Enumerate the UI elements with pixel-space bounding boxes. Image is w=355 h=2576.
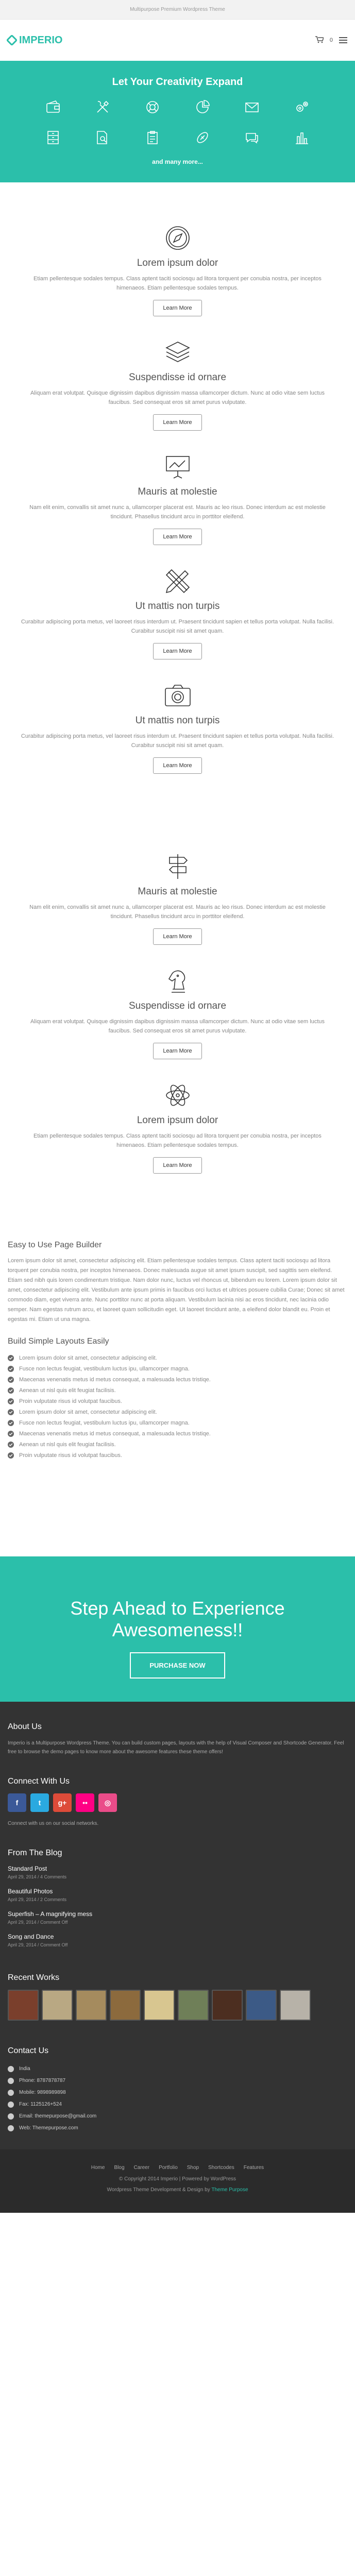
contact-text: Email: themepurpose@gmail.com — [19, 2113, 97, 2119]
hero-icon-cell — [28, 99, 78, 116]
site-header — [0, 20, 355, 61]
feature-text: Etiam pellentesque sodales tempus. Class aptent taciti sociosqu ad litora torquent per conubia nostra, per inceptos himenaeos. Etiam pellentesque sodales tempus. — [33, 1133, 322, 1148]
feature-title: Ut mattis non turpis — [135, 601, 220, 612]
learn-more-button[interactable]: Learn More — [153, 529, 201, 545]
about-section — [0, 1241, 355, 1461]
contact-item — [8, 2098, 347, 2110]
recent-works-gallery — [8, 1990, 347, 2021]
hero-icon-cell — [227, 130, 277, 147]
feature-title: Lorem ipsum dolor — [137, 258, 218, 268]
learn-more-button[interactable]: Learn More — [153, 1157, 201, 1174]
feature-block — [0, 337, 355, 431]
hero-icon-cell — [177, 130, 227, 147]
contact-text: Web: Themepurpose.com — [19, 2125, 78, 2131]
checklist-item — [8, 1374, 347, 1385]
footer-nav-link[interactable]: Shortcodes — [208, 2165, 234, 2171]
feature-text: Etiam pellentesque sodales tempus. Class aptent taciti sociosqu ad litora torquent per conubia nostra, per inceptos himenaeos. Etiam pellentesque sodales tempus. — [33, 276, 322, 291]
blog-post-list — [8, 1865, 347, 1947]
blog-post-meta: April 29, 2014 / 2 Comments — [8, 1897, 67, 1902]
about-us-text: Imperio is a Multipurpose Wordpress Theme. You can build custom pages, layouts with the help of Visual Composer and Shortcode Generator. Feel free to browse the demo pages to know more about the awesome features these theme offers! — [8, 1740, 344, 1755]
features-section — [0, 223, 355, 1174]
credit-text — [8, 2185, 347, 2194]
blog-post — [8, 1865, 347, 1879]
checklist-text: Proin vulputate risus id volutpat faucibus. — [19, 1398, 122, 1404]
layouts-title: Build Simple Layouts Easily — [8, 1337, 109, 1346]
contact-icon — [8, 2078, 14, 2084]
blog-post-title[interactable]: Standard Post — [8, 1865, 47, 1872]
checkmark-icon — [8, 1409, 14, 1415]
checklist-item — [8, 1450, 347, 1461]
feature-block — [0, 1080, 355, 1174]
compass-icon — [162, 223, 193, 253]
header-actions — [315, 36, 347, 45]
checklist-text: Lorem ipsum dolor sit amet, consectetur adipiscing elit. — [19, 1409, 157, 1415]
signpost-icon — [162, 851, 193, 882]
google-plus-icon[interactable]: g+ — [53, 1793, 72, 1812]
feature-title: Suspendisse id ornare — [128, 1001, 227, 1011]
contact-text: Fax: 1125126+524 — [19, 2102, 62, 2107]
checklist-text: Proin vulputate risus id volutpat faucibus. — [19, 1452, 122, 1459]
contact-item — [8, 2122, 347, 2134]
hero-icon-cell — [277, 130, 327, 147]
connect-title: Connect With Us — [8, 1777, 70, 1786]
learn-more-button[interactable]: Learn More — [153, 643, 201, 659]
flickr-icon[interactable]: •• — [76, 1793, 94, 1812]
blog-post-meta: April 29, 2014 / Comment Off — [8, 1942, 68, 1947]
feature-text: Curabitur adipiscing porta metus, vel laoreet risus interdum ut. Praesent tincidunt sapien et tellus porta volutpat. Nulla facilisi. Curabitur suscipit nisi sit amet quam. — [21, 619, 334, 634]
footer-nav — [8, 2165, 347, 2171]
blog-post-title[interactable]: Superfish – A magnifying mess — [8, 1910, 93, 1918]
logo-mark-icon — [6, 35, 18, 46]
feature-title: Mauris at molestie — [138, 886, 217, 897]
feature-block — [0, 566, 355, 659]
topbar-text: Multipurpose Premium Wordpress Theme — [130, 7, 225, 12]
contact-icon — [8, 2066, 14, 2072]
contact-item — [8, 2063, 347, 2075]
hero-icon-grid — [28, 99, 327, 147]
checklist-text: Aenean ut nisl quis elit feugiat facilisis. — [19, 1441, 116, 1448]
hero-icon-cell — [128, 130, 178, 147]
feature-text: Aliquam erat volutpat. Quisque dignissim dapibus dignissim massa ullamcorper dictum. Nunc at odio vitae sem luctus faucibus. Sed consequat eros sit amet purus vulputate. — [30, 1019, 325, 1034]
checklist-item — [8, 1417, 347, 1428]
cta-title: Step Ahead to Experience Awesomeness!! — [70, 1598, 285, 1640]
hero-icon-cell — [78, 130, 128, 147]
footer-nav-link[interactable]: Portfolio — [159, 2165, 178, 2171]
feature-title: Lorem ipsum dolor — [137, 1115, 218, 1126]
contact-text: Phone: 8787878787 — [19, 2078, 66, 2083]
hero-icon-cell — [177, 99, 227, 116]
chess-knight-icon — [162, 965, 193, 996]
contact-title: Contact Us — [8, 2046, 49, 2055]
feature-text: Nam elit enim, convallis sit amet nunc a, ullamcorper placerat est. Mauris ac leo risus. Donec interdum ac est molestie tincidunt. Phasellus tincidunt arcu in porttitor eleifend. — [29, 904, 326, 920]
recent-work-thumbnail[interactable] — [246, 1990, 277, 2021]
contact-text: India — [19, 2066, 30, 2072]
credit-link[interactable]: Theme Purpose — [211, 2187, 248, 2193]
contact-icon — [8, 2125, 14, 2131]
hero-section — [0, 61, 355, 182]
learn-more-button[interactable]: Learn More — [153, 414, 201, 431]
contact-text: Mobile: 9898989898 — [19, 2090, 66, 2095]
layers-icon — [162, 337, 193, 368]
checkmark-icon — [8, 1420, 14, 1426]
credit-prefix: Wordpress Theme Development & Design by — [107, 2187, 210, 2193]
envelope-icon — [244, 99, 260, 115]
tools-icon — [95, 99, 110, 115]
contact-item — [8, 2075, 347, 2087]
footer-nav-link[interactable]: Home — [91, 2165, 105, 2171]
checklist-text: Maecenas venenatis metus id metus consequat, a malesuada lectus tristiqe. — [19, 1430, 211, 1437]
checklist-item — [8, 1396, 347, 1406]
hero-icon-cell — [28, 130, 78, 147]
recent-work-thumbnail[interactable] — [178, 1990, 209, 2021]
checklist-item — [8, 1439, 347, 1450]
contact-icon — [8, 2102, 14, 2108]
footer-nav-link[interactable]: Career — [133, 2165, 150, 2171]
cabinet-icon — [45, 130, 61, 145]
checklist-item — [8, 1406, 347, 1417]
checkmark-icon — [8, 1452, 14, 1459]
hero-icon-cell — [78, 99, 128, 116]
feature-block — [0, 680, 355, 774]
feature-block — [0, 223, 355, 316]
feature-block — [0, 451, 355, 545]
page-builder-title: Easy to Use Page Builder — [8, 1241, 102, 1249]
presentation-icon — [162, 451, 193, 482]
checkmark-icon — [8, 1398, 14, 1404]
feature-title: Mauris at molestie — [138, 486, 217, 497]
topbar — [0, 0, 355, 20]
learn-more-button[interactable]: Learn More — [153, 300, 201, 316]
checklist-text: Aenean ut nisl quis elit feugiat facilisis. — [19, 1387, 116, 1394]
recent-work-thumbnail[interactable] — [76, 1990, 107, 2021]
copyright-text: © Copyright 2014 Imperio | Powered by WordPress — [119, 2176, 236, 2182]
checklist-text: Lorem ipsum dolor sit amet, consectetur adipiscing elit. — [19, 1354, 157, 1361]
checklist-item — [8, 1352, 347, 1363]
recent-work-thumbnail[interactable] — [8, 1990, 39, 2021]
chat-icon — [244, 130, 260, 145]
logo-text: IMPERIO — [19, 34, 63, 46]
bar-chart-icon — [294, 130, 310, 145]
footer-nav-link[interactable]: Features — [243, 2165, 264, 2171]
recent-work-thumbnail[interactable] — [110, 1990, 141, 2021]
hero-title: Let Your Creativity Expand — [112, 76, 243, 88]
blog-post — [8, 1933, 347, 1947]
recent-work-thumbnail[interactable] — [280, 1990, 311, 2021]
checkmark-icon — [8, 1387, 14, 1394]
contact-item — [8, 2087, 347, 2098]
feature-checklist — [8, 1352, 347, 1461]
hero-icon-cell — [128, 99, 178, 116]
hero-icon-cell — [277, 99, 327, 116]
checkmark-icon — [8, 1442, 14, 1448]
blog-post — [8, 1888, 347, 1902]
feature-title: Ut mattis non turpis — [135, 715, 220, 726]
site-logo[interactable] — [8, 35, 62, 46]
pencil-ruler-icon — [162, 566, 193, 597]
cart-icon — [315, 36, 324, 43]
pie-chart-icon — [195, 99, 210, 115]
blog-post-meta: April 29, 2014 / 4 Comments — [8, 1874, 67, 1879]
learn-more-button[interactable]: Learn More — [153, 1043, 201, 1059]
football-icon — [195, 130, 210, 145]
blog-title: From The Blog — [8, 1849, 62, 1857]
clipboard-icon — [145, 130, 160, 145]
footer-nav-link[interactable]: Blog — [114, 2165, 125, 2171]
hero-icon-cell — [227, 99, 277, 116]
checkmark-icon — [8, 1377, 14, 1383]
feature-block — [0, 965, 355, 1059]
contact-list — [8, 2063, 347, 2134]
blog-post — [8, 1910, 347, 1925]
checklist-text: Maecenas venenatis metus id metus consequat, a malesuada lectus tristiqe. — [19, 1376, 211, 1383]
about-us-title: About Us — [8, 1722, 42, 1731]
site-footer — [0, 1702, 355, 2213]
purchase-now-button[interactable]: PURCHASE NOW — [130, 1652, 225, 1679]
feature-title: Suspendisse id ornare — [128, 372, 227, 383]
page-builder-text: Lorem ipsum dolor sit amet, consectetur adipiscing elit. Etiam pellentesque sodales tempus. Class aptent taciti sociosqu ad litora torquent per conubia nostra, per inceptos himenaeos. Donec malesuada augue sit amet ipsum suscipit, sed sagittis sem eleifend. Etiam sed nibh quis lorem condimentum tristique. Nam dolor nunc, luctus vel rhoncus ut, bibendum eu lorem. Lorem ipsum dolor sit amet, consectetur adipiscing elit. Vestibulum ante ipsum primis in faucibus orci luctus et ultrices posuere cubilia Curae; Donec sit amet commodo diam, eget viverra ante. Nunc porttitor nunc at porta aliquam. Vestibulum lacinia nisi ac eros tincidunt, nec lacinia odio semper. Nam egestas rutrum arcu, et laoreet quam sollicitudin eget. Ut laoreet tincidunt ante, a eleifend dolor blandit eu. Proin et egestas mi. Etiam ut una magna. — [8, 1258, 345, 1323]
hero-more-text: and many more... — [152, 158, 203, 165]
atom-icon — [162, 1080, 193, 1111]
blog-post-meta: April 29, 2014 / Comment Off — [8, 1920, 68, 1925]
recent-work-thumbnail[interactable] — [144, 1990, 175, 2021]
twitter-icon[interactable]: t — [30, 1793, 49, 1812]
checklist-text: Fusce non lectus feugiat, vestibulum luctus ipu, ullamcorper magna. — [19, 1419, 190, 1426]
contact-icon — [8, 2090, 14, 2096]
checkmark-icon — [8, 1355, 14, 1361]
gears-icon — [294, 99, 310, 115]
footer-bottom-bar — [0, 2149, 355, 2213]
facebook-icon[interactable]: f — [8, 1793, 26, 1812]
blog-post-title[interactable]: Beautiful Photos — [8, 1888, 53, 1895]
cart-button[interactable] — [315, 36, 324, 45]
feature-text: Aliquam erat volutpat. Quisque dignissim dapibus dignissim massa ullamcorper dictum. Nunc at odio vitae sem luctus faucibus. Sed consequat eros sit amet purus vulputate. — [30, 390, 325, 405]
checklist-item — [8, 1363, 347, 1374]
social-links — [8, 1793, 347, 1812]
lifebuoy-icon — [145, 99, 160, 115]
checklist-text: Fusce non lectus feugiat, vestibulum luctus ipu, ullamcorper magna. — [19, 1365, 190, 1372]
recent-works-title: Recent Works — [8, 1973, 60, 1982]
feature-block — [0, 851, 355, 945]
recent-work-thumbnail[interactable] — [212, 1990, 243, 2021]
checklist-item — [8, 1428, 347, 1439]
learn-more-button[interactable]: Learn More — [153, 928, 201, 945]
dribbble-icon[interactable]: ◎ — [98, 1793, 117, 1812]
checkmark-icon — [8, 1431, 14, 1437]
menu-toggle-icon[interactable] — [339, 37, 347, 43]
cta-section — [0, 1556, 355, 1702]
checkmark-icon — [8, 1366, 14, 1372]
document-search-icon — [95, 130, 110, 145]
blog-post-title[interactable]: Song and Dance — [8, 1933, 54, 1940]
learn-more-button[interactable]: Learn More — [153, 757, 201, 774]
cart-count: 0 — [329, 37, 333, 43]
wallet-icon — [45, 99, 61, 115]
recent-work-thumbnail[interactable] — [42, 1990, 73, 2021]
connect-text: Connect with us on our social networks. — [8, 1821, 99, 1826]
contact-icon — [8, 2113, 14, 2120]
contact-item — [8, 2110, 347, 2122]
checklist-item — [8, 1385, 347, 1396]
footer-nav-link[interactable]: Shop — [187, 2165, 199, 2171]
feature-text: Curabitur adipiscing porta metus, vel laoreet risus interdum ut. Praesent tincidunt sapien et tellus porta volutpat. Nulla facilisi. Curabitur suscipit nisi sit amet quam. — [21, 733, 334, 749]
camera-icon — [162, 680, 193, 711]
feature-text: Nam elit enim, convallis sit amet nunc a, ullamcorper placerat est. Mauris ac leo risus. Donec interdum ac est molestie tincidunt. Phasellus tincidunt arcu in porttitor eleifend. — [29, 504, 326, 520]
